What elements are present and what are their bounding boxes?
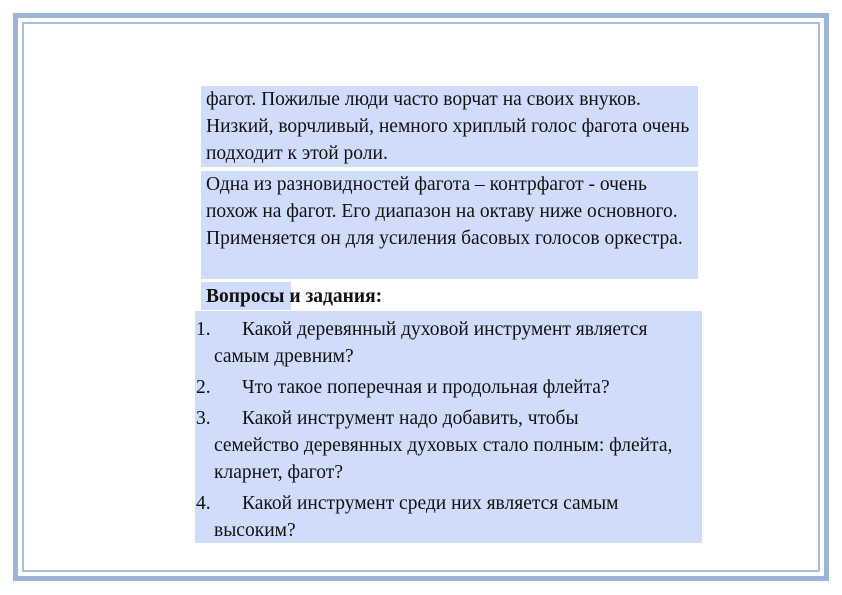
question-text: Какой инструмент среди них является самым [242,493,619,514]
question-text: Какой инструмент надо добавить, чтобы [242,408,579,429]
question-number: 1. [196,319,211,340]
question-number: 3. [196,408,211,429]
question-text-continued: высоким? [214,520,296,541]
question-number: 4. [196,493,211,514]
question-text: Что такое поперечная и продольная флейта? [242,377,610,398]
paragraph-bassoon-character: фагот. Пожилые люди часто ворчат на своих внуков. Низкий, ворчливый, немного хриплый голос фагота очень подходит к этой роли. [201,86,698,167]
question-text: Какой деревянный духовой инструмент является [242,319,648,340]
question-text-continued: самым древним? [214,346,354,367]
question-number: 2. [196,377,211,398]
questions-heading: Вопросы и задания: [206,286,383,307]
question-text-continued: семейство деревянных духовых стало полным: флейта, кларнет, фагот? [214,435,673,483]
paragraph-contrabassoon: Одна из разновидностей фагота – контрфагот - очень похож на фагот. Его диапазон на октаву ниже основного. Применяется он для усиления басовых голосов оркестра. [201,171,698,279]
